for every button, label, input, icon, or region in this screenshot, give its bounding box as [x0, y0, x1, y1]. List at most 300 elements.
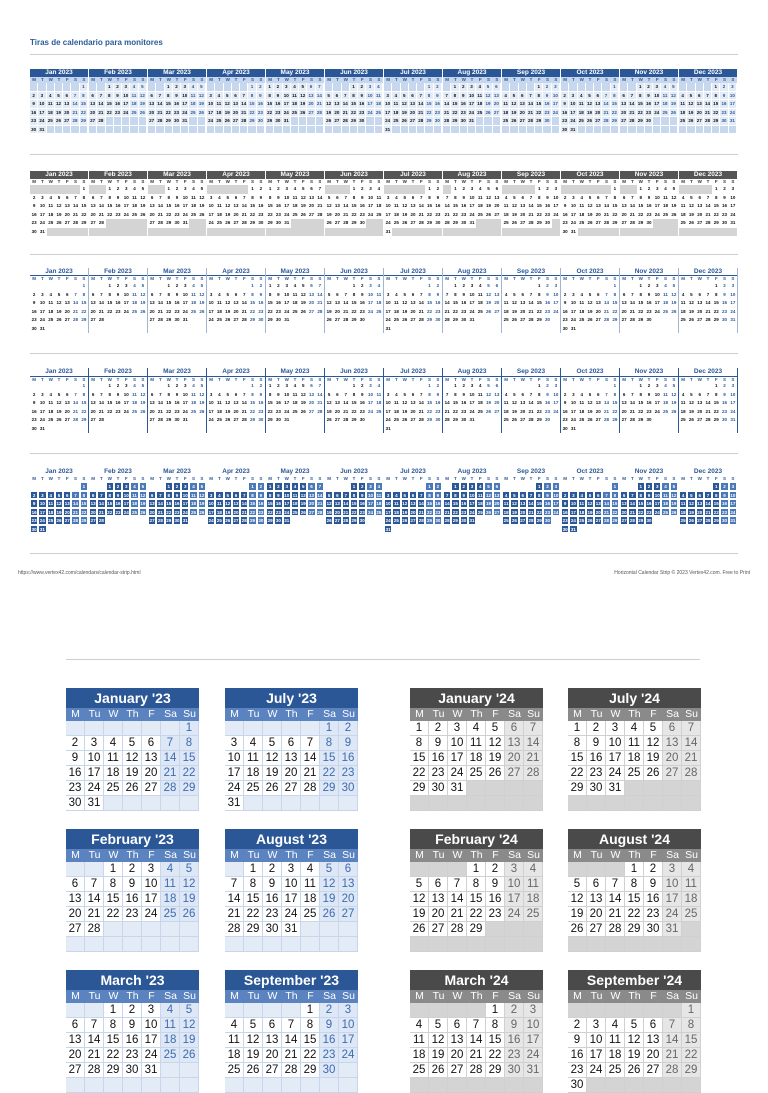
day-cell: 25 — [191, 509, 197, 515]
day-cell: 10 — [85, 751, 104, 766]
day-cell: 8 — [613, 391, 617, 397]
day-cell: 12 — [299, 92, 307, 101]
day-cell: 2 — [647, 283, 651, 288]
day-cell: 6 — [339, 862, 358, 877]
day-cell: 31 — [181, 117, 189, 126]
day-cell: 20 — [334, 308, 340, 314]
day-cell — [215, 525, 223, 534]
day-cell: 11 — [663, 291, 668, 297]
strip-month-label: Feb 2023 — [104, 468, 132, 475]
day-cell: 27 — [334, 417, 340, 422]
weekday-label: M — [681, 77, 686, 82]
weekday-label: S — [200, 276, 204, 281]
day-cell: 8 — [637, 491, 645, 500]
weekday-label: T — [116, 377, 120, 382]
day-cell — [316, 525, 324, 534]
day-cell: 7 — [417, 92, 425, 101]
weekday-label: S — [487, 377, 491, 382]
strip-month-label: Feb 2023 — [104, 368, 132, 375]
day-cell — [543, 126, 551, 135]
day-cell: 20 — [233, 509, 239, 515]
strip-month — [679, 468, 738, 533]
day-cell: 1 — [104, 1003, 123, 1018]
day-cell: 4 — [578, 491, 586, 500]
day-cell: 25 — [682, 907, 701, 922]
weekday-label: T — [529, 476, 533, 481]
day-cell: 30 — [359, 317, 365, 322]
weekday-label: M — [504, 377, 509, 382]
day-cell: 9 — [259, 194, 263, 200]
day-cell: 6 — [698, 291, 701, 297]
day-cell — [71, 325, 79, 334]
day-cell — [401, 325, 409, 334]
day-cell: 17 — [469, 203, 475, 208]
day-cell: 3 — [554, 383, 558, 388]
day-cell: 11 — [217, 400, 222, 405]
weekday-label: M — [268, 179, 273, 184]
day-cell: 16 — [31, 211, 37, 217]
day-cell: 1 — [715, 186, 718, 191]
day-cell: 29 — [350, 117, 358, 126]
weekday-label: W — [343, 276, 348, 281]
day-cell — [505, 781, 524, 796]
day-cell: 14 — [157, 501, 163, 506]
day-cell: 6 — [66, 194, 69, 200]
day-cell: 1 — [108, 283, 111, 288]
day-cell — [225, 862, 244, 877]
weekday-label: T — [395, 77, 398, 82]
day-cell: 29 — [351, 317, 357, 322]
day-cell: 10 — [654, 492, 660, 498]
day-cell: 12 — [300, 391, 306, 397]
day-cell: 8 — [266, 491, 274, 500]
strip-day-grid — [148, 185, 206, 236]
day-cell: 29 — [452, 518, 458, 523]
day-cell — [148, 525, 156, 534]
day-cell — [55, 83, 63, 92]
weekday-label: T — [706, 179, 710, 184]
day-cell: 21 — [705, 308, 711, 314]
day-cell: 20 — [309, 400, 315, 405]
day-cell: 26 — [511, 417, 517, 422]
day-cell — [409, 382, 417, 391]
day-cell: 26 — [484, 109, 492, 118]
weekday-label: F — [183, 77, 187, 82]
day-cell: 22 — [536, 509, 542, 515]
day-cell: 23 — [435, 308, 441, 314]
weekday-label: T — [175, 276, 179, 281]
day-cell — [476, 325, 484, 334]
day-cell: 25 — [161, 907, 180, 922]
weekday-label: F — [655, 377, 659, 382]
day-cell: 3 — [729, 83, 737, 92]
strip-day-grid — [561, 482, 619, 533]
day-cell — [586, 482, 594, 491]
day-cell: 7 — [159, 291, 162, 297]
day-cell: 10 — [225, 751, 244, 766]
day-cell: 13 — [334, 203, 340, 208]
calendar-strip-tile — [30, 468, 738, 533]
day-cell — [645, 325, 653, 334]
day-cell: 13 — [309, 391, 315, 397]
day-cell: 20 — [90, 509, 96, 515]
day-cell: 4 — [679, 92, 687, 101]
day-cell: 6 — [263, 1018, 282, 1033]
day-cell — [510, 185, 518, 194]
day-cell: 1 — [637, 83, 645, 92]
day-cell: 26 — [199, 211, 205, 217]
day-cell: 6 — [409, 491, 417, 500]
day-cell: 25 — [48, 417, 54, 422]
day-cell: 5 — [224, 491, 232, 500]
day-cell — [451, 525, 459, 534]
day-cell: 13 — [149, 400, 155, 405]
day-cell: 28 — [705, 220, 711, 225]
day-cell — [670, 416, 678, 425]
day-cell — [696, 282, 704, 291]
day-cell: 27 — [309, 509, 315, 515]
day-cell: 4 — [133, 186, 136, 191]
day-cell: 14 — [417, 100, 425, 109]
day-cell: 14 — [682, 736, 701, 751]
day-cell: 19 — [326, 308, 332, 314]
day-cell: 10 — [284, 391, 290, 397]
day-cell: 26 — [486, 766, 505, 781]
weekday-label: F — [419, 476, 423, 481]
day-cell — [307, 416, 315, 425]
day-cell: 4 — [681, 391, 685, 397]
day-cell: 23 — [435, 408, 441, 414]
day-cell: 14 — [604, 300, 610, 305]
day-cell — [316, 228, 324, 237]
day-cell — [670, 219, 678, 228]
weekday-label: M — [91, 77, 96, 82]
day-cell: 25 — [104, 781, 123, 796]
day-cell: 7 — [316, 482, 324, 491]
day-cell: 4 — [476, 83, 484, 92]
day-cell — [468, 525, 476, 534]
day-cell — [181, 325, 189, 334]
weekday-label: M — [681, 179, 686, 184]
day-cell — [527, 425, 535, 434]
day-cell: 3 — [85, 736, 104, 751]
day-cell: 5 — [401, 92, 409, 101]
day-grid — [225, 721, 358, 811]
day-cell: 19 — [486, 400, 492, 405]
weekday-label: T — [588, 179, 592, 184]
day-cell: 14 — [343, 400, 349, 405]
day-cell — [401, 83, 409, 92]
day-cell: 9 — [720, 92, 728, 101]
day-cell — [443, 185, 451, 194]
day-cell: 29 — [81, 518, 87, 523]
day-cell: 4 — [395, 291, 398, 297]
day-cell: 23 — [434, 109, 442, 118]
day-cell: 25 — [292, 308, 298, 314]
day-cell — [198, 416, 206, 425]
day-cell: 16 — [720, 100, 728, 109]
day-cell: 29 — [486, 1063, 505, 1078]
day-cell: 2 — [720, 482, 728, 491]
day-cell: 23 — [258, 308, 264, 314]
day-cell — [122, 117, 130, 126]
day-cell — [644, 1078, 663, 1093]
day-cell: 14 — [444, 203, 450, 208]
day-cell — [189, 425, 197, 434]
day-cell: 7 — [467, 1018, 486, 1033]
weekday-label: S — [428, 179, 432, 184]
strip-day-grid — [443, 382, 501, 433]
day-cell: 13 — [595, 400, 601, 405]
day-cell — [342, 228, 350, 237]
day-cell: 18 — [579, 408, 585, 414]
day-cell: 16 — [123, 892, 142, 907]
day-cell: 15 — [250, 203, 256, 208]
day-cell: 26 — [671, 509, 677, 515]
day-cell: 28 — [157, 220, 163, 225]
day-cell — [484, 516, 492, 525]
day-cell — [283, 525, 291, 534]
day-cell: 11 — [191, 492, 196, 498]
day-cell: 14 — [71, 100, 79, 109]
day-cell — [358, 228, 366, 237]
day-cell: 1 — [486, 1003, 505, 1018]
day-cell: 29 — [166, 518, 172, 523]
weekday-label: M — [230, 990, 239, 1002]
day-cell: 18 — [132, 400, 138, 405]
day-cell: 26 — [56, 317, 62, 322]
strip-day-grid — [266, 382, 324, 433]
day-cell — [30, 83, 38, 92]
day-cell — [524, 796, 543, 811]
day-cell: 10 — [553, 194, 559, 200]
day-cell: 29 — [451, 117, 459, 126]
day-cell: 8 — [165, 92, 173, 101]
weekday-label: S — [82, 179, 86, 184]
day-cell — [429, 796, 448, 811]
day-cell — [366, 117, 374, 126]
day-cell: 8 — [467, 877, 486, 892]
strip-day-grid — [207, 83, 265, 134]
day-cell: 21 — [156, 109, 164, 118]
day-cell — [606, 1003, 625, 1018]
day-cell — [527, 185, 535, 194]
day-cell: 25 — [680, 220, 686, 225]
day-cell: 16 — [358, 100, 366, 109]
weekday-label: M — [150, 276, 155, 281]
day-cell: 6 — [91, 194, 95, 200]
day-cell: 26 — [688, 220, 694, 225]
day-cell: 2 — [645, 482, 653, 491]
day-cell: 7 — [100, 391, 103, 397]
day-cell: 15 — [451, 100, 459, 109]
day-cell: 15 — [410, 751, 429, 766]
day-cell: 26 — [180, 907, 199, 922]
day-cell: 30 — [461, 317, 467, 322]
day-cell: 7 — [445, 194, 449, 200]
weekday-label: T — [218, 377, 221, 382]
weekday-label: S — [377, 476, 381, 481]
day-cell: 11 — [375, 92, 383, 101]
day-cell: 18 — [216, 211, 222, 217]
day-cell: 1 — [165, 83, 173, 92]
day-cell: 13 — [505, 736, 524, 751]
day-cell: 7 — [243, 291, 246, 297]
day-cell: 22 — [452, 211, 458, 217]
day-cell: 11 — [503, 203, 509, 208]
day-cell — [266, 325, 274, 334]
day-cell — [661, 316, 669, 325]
day-cell: 6 — [148, 92, 156, 101]
day-cell — [586, 282, 594, 291]
day-cell: 6 — [232, 92, 240, 101]
day-cell: 24 — [208, 220, 214, 225]
day-cell: 5 — [180, 862, 199, 877]
day-cell: 24 — [182, 308, 188, 314]
day-cell: 28 — [156, 117, 164, 126]
day-cell — [535, 325, 543, 334]
day-cell: 7 — [156, 491, 164, 500]
day-cell: 27 — [519, 117, 527, 126]
day-cell — [114, 228, 122, 237]
day-cell: 10 — [553, 391, 559, 397]
day-cell: 10 — [730, 291, 736, 297]
day-cell — [189, 117, 197, 126]
day-cell: 15 — [486, 1033, 505, 1048]
day-cell: 10 — [606, 736, 625, 751]
day-cell: 5 — [510, 92, 518, 101]
day-cell — [586, 425, 594, 434]
day-cell — [97, 126, 105, 135]
day-cell — [384, 83, 392, 92]
weekday-label: T — [647, 476, 651, 481]
day-cell: 8 — [715, 291, 718, 297]
day-cell: 10 — [729, 92, 737, 101]
day-cell — [417, 83, 425, 92]
day-cell: 11 — [292, 291, 298, 297]
day-cell: 28 — [73, 417, 79, 422]
day-cell: 16 — [263, 892, 282, 907]
day-cell: 9 — [647, 194, 651, 200]
day-cell: 25 — [301, 907, 320, 922]
weekday-label: Th — [628, 990, 641, 1002]
day-cell — [225, 721, 244, 736]
day-cell: 17 — [606, 751, 625, 766]
day-cell — [257, 126, 265, 135]
day-cell: 9 — [116, 194, 120, 200]
day-cell — [299, 316, 307, 325]
day-cell: 25 — [130, 109, 138, 118]
day-cell: 12 — [486, 291, 492, 297]
strip-day-grid — [266, 83, 324, 134]
day-cell — [729, 126, 737, 135]
day-cell: 15 — [425, 100, 433, 109]
weekday-label: T — [529, 77, 533, 82]
day-cell: 5 — [625, 1018, 644, 1033]
day-cell — [568, 862, 587, 877]
day-cell: 25 — [132, 211, 138, 217]
strip-day-grid — [620, 482, 678, 533]
day-cell — [307, 126, 315, 135]
weekday-label: S — [495, 77, 499, 82]
day-cell: 28 — [527, 117, 535, 126]
day-cell: 4 — [161, 862, 180, 877]
day-cell: 6 — [505, 721, 524, 736]
weekday-label: M — [622, 179, 627, 184]
day-cell — [443, 228, 451, 237]
day-cell — [244, 796, 263, 811]
day-cell: 28 — [629, 317, 635, 322]
day-cell: 12 — [587, 501, 593, 506]
weekday-label: T — [175, 179, 179, 184]
weekday-label: S — [664, 276, 668, 281]
month-title: September '23 — [225, 970, 358, 990]
strip-month-label: Feb 2023 — [89, 171, 147, 179]
day-cell: 30 — [258, 317, 264, 322]
day-cell: 27 — [494, 211, 500, 217]
weekday-label: M — [445, 476, 450, 481]
day-cell — [123, 937, 142, 952]
day-cell: 2 — [587, 721, 606, 736]
day-cell: 2 — [32, 194, 36, 200]
weekday-label: T — [100, 179, 103, 184]
day-cell: 4 — [218, 291, 221, 297]
day-cell: 30 — [257, 117, 265, 126]
day-cell — [198, 219, 206, 228]
day-cell: 31 — [730, 220, 736, 225]
day-cell: 4 — [377, 186, 381, 191]
day-cell: 15 — [427, 501, 433, 506]
day-cell: 31 — [730, 317, 736, 322]
day-cell: 24 — [39, 317, 45, 322]
day-cell: 3 — [41, 391, 44, 397]
day-cell — [63, 425, 71, 434]
day-cell: 20 — [505, 751, 524, 766]
day-cell: 23 — [429, 766, 448, 781]
weekday-label: Sa — [666, 849, 679, 861]
strip-day-grid — [207, 482, 265, 533]
weekday-label: S — [192, 476, 196, 481]
day-cell: 15 — [713, 203, 719, 208]
day-cell: 30 — [722, 417, 728, 422]
day-cell: 29 — [712, 117, 720, 126]
strip-day-grid — [561, 83, 619, 134]
day-cell: 18 — [680, 509, 686, 515]
day-cell: 12 — [587, 300, 593, 305]
day-cell: 13 — [494, 291, 500, 297]
weekday-label: T — [572, 77, 575, 82]
day-cell: 15 — [536, 501, 542, 506]
day-cell — [123, 1078, 142, 1093]
day-cell — [38, 282, 46, 291]
day-cell: 15 — [104, 892, 123, 907]
weekday-label: W — [697, 179, 702, 184]
day-cell: 14 — [604, 203, 610, 208]
day-cell: 20 — [263, 1048, 282, 1063]
weekday-label: W — [697, 476, 702, 481]
day-cell: 12 — [55, 100, 63, 109]
day-cell: 7 — [344, 194, 347, 200]
day-cell: 20 — [595, 408, 601, 414]
day-cell — [63, 126, 71, 135]
day-cell: 16 — [173, 100, 181, 109]
weekday-label: T — [706, 276, 710, 281]
weekday-label: Tu — [432, 708, 445, 720]
day-cell: 3 — [552, 83, 560, 92]
day-cell: 25 — [292, 509, 298, 515]
day-cell: 2 — [263, 862, 282, 877]
weekday-label: F — [655, 476, 659, 481]
